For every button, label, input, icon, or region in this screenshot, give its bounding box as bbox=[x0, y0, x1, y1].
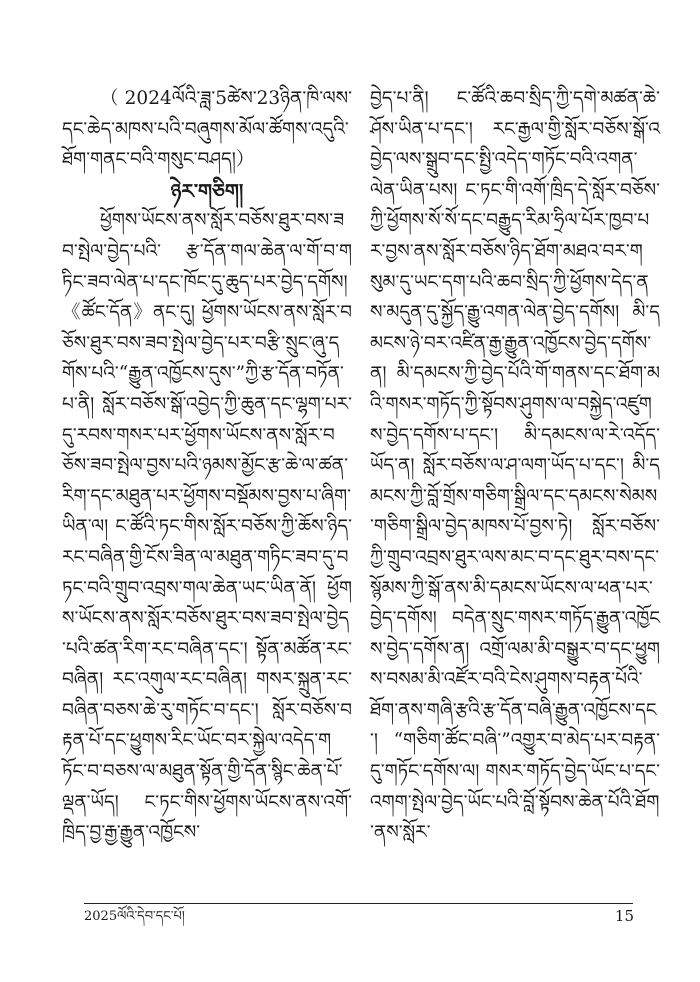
page-number: 15 bbox=[614, 907, 634, 925]
left-column bbox=[62, 84, 352, 849]
right-column bbox=[370, 84, 660, 849]
footer-source: 2025ལོའི་དེབ་དང་པོ། bbox=[84, 909, 185, 924]
right-body-paragraph: བྱེད་པ་ནི། ང་ཚོའི་ཆབ་སྲིད་ཀྱི་དགེ་མཚན་ཆེ་ཤོས་ཡིན་པ་དང་། རང་རྒྱལ་གྱི་སློར་བཅོས་སྒོ་འབྱེད་ལས་སྒྲུབ་དང་སྤྱི་འདེད་གཏོང་བའི་འགན་ལེན་ཡིན་པས། ང་ཏང་གི་འགོ་ཁྲིད་དེ་སློར་བཅོས་ཀྱི་ཕྱོགས་སོ་སོ་དང་བརྒྱུད་རིམ་ཧྲིལ་པོར་ཁྱབ་པར་བྱས་ནས་སློར་བཅོས་ཉིད་ཐོག་མཐའ་བར་གསུམ་དུ་ཡང་དག་པའི་ཆབ་སྲིད་ཀྱི་ཕྱོགས་དེད་ནས་མདུན་དུ་སྐྱོད་རྒྱུ་འགན་ལེན་བྱེད་དགོས། མི་དམངས་ཉེ་བར་འཛིན་རྒྱ་རྒྱུན་འཁྱོངས་བྱེད་དགོས་ན། མི་དམངས་ཀྱི་བྱེད་པོའི་གོ་གནས་དང་ཐོག་མའི་གསར་གཏོད་ཀྱི་སྟོབས་ཤུགས་ལ་བསྐྱེད་འཛུགས་བྱེད་དགོས་པ་དང་། མི་དམངས་ལ་རེ་འདོད་ཡོད་ན། སློར་བཅོས་ལ་ཤ་ལག་ཡོད་པ་དང་། མི་དམངས་ཀྱི་བློ་གྲོས་གཅིག་སྒྲིལ་དང་དམངས་སེམས་གཅིག་སྒྲིལ་བྱེད་མཁས་པོ་བྱས་ཏེ། སློར་བཅོས་ཀྱི་གྲུབ་འབྲས་ཐུར་ལས་མང་བ་དང་ཐུར་བས་དང་སྙོམས་ཀྱི་སྒོ་ནས་མི་དམངས་ཡོངས་ལ་ཕན་པར་བྱེད་དགོས། བདེན་སྲུང་གསར་གཏོད་རྒྱུན་འཁྱོངས་བྱེད་དགོས་ན། འགྲོ་ལམ་མི་བསྒྱུར་བ་དང་ཕྱུགས་བསམ་མི་འཛོར་བའི་ངེས་ཤུགས་བརྟན་པོའི་ཐོག་ནས་གཞི་རྩའི་རྩ་དོན་བཞི་རྒྱུན་འཁྱོངས་དང་། “གཅིག་ཚོང་བཞི་”འགྱུར་བ་མེད་པར་བརྟན་དུ་གཏོང་དགོས་ལ། གསར་གཏོད་བྱེད་ཡོང་པ་དང་འགག་སྤེལ་བྱེད་ཡོང་པའི་བློ་སྟོབས་ཆེན་པོའི་ཐོག་ནས་སློར་ bbox=[370, 88, 660, 844]
footer-rule bbox=[84, 903, 633, 904]
intro-note: （2024ལོའི་ཟླ་5ཚེས་23ཉིན་ཁི་ལས་དང་ཆེད་མཁས་པའི་བཞུགས་མོལ་ཚོགས་འདུའི་ཐོག་གནང་བའི་གསུང་བཤད།） bbox=[62, 88, 352, 171]
left-body-paragraph: ཕྱོགས་ཡོངས་ནས་སློར་བཅོས་ཐུར་བས་ཟབ་སྤེལ་བྱེད་པའི་ རྩ་དོན་གལ་ཆེན་ལ་གོ་བ་གཏིང་ཟབ་ལེན་པ་དང་ཁོང་དུ་ཆུད་པར་བྱེད་དགོས། 《ཚོང་དོན》ནང་དུ། ཕྱོགས་ཡོངས་ནས་སློར་བཅོས་ཐུར་བས་ཟབ་སྤེལ་བྱེད་པར་བརྩི་སྲུང་ཞུ་དགོས་པའི་“རྒྱུན་འཁྱོངས་དུས་”ཀྱི་རྩ་དོན་བཏོན་པ་ནི། སློར་བཅོས་སྒོ་འབྱེད་ཀྱི་ཆུན་དང་ལྷག་པར་དུ་རབས་གསར་པར་ཕྱོགས་ཡོངས་ནས་སློར་བཅོས་ཟབ་སྤེལ་བྱས་པའི་ཉམས་མྱོང་རྩ་ཆེ་ལ་ཚན་རིག་དང་མཐུན་པར་ཕྱོགས་བསྡོམས་བྱས་པ་ཞིག་ཡིན་ལ། ང་ཚོའི་ཏང་གིས་སློར་བཅོས་ཀྱི་ཆོས་ཉིད་རང་བཞིན་གྱི་ངོས་ཟིན་ལ་མཐུན་གཏིང་ཟབ་དུ་བཏང་བའི་གྲུབ་འབྲས་གལ་ཆེན་ཡང་ཡིན་ནོ། ཕྱོགས་ཡོངས་ནས་སློར་བཅོས་ཐུར་བས་ཟབ་སྤེལ་བྱེད་པའི་ཚན་རིག་རང་བཞིན་དང་། སྟོན་མཚོན་རང་བཞིན། རང་འགུལ་རང་བཞིན། གསར་སྐྲུན་རང་བཞིན་བཅས་ཆེ་རུ་གཏོང་བ་དང་། སློར་བཅོས་བརྟན་པོ་དང་ཕྱུགས་རིང་ཡོང་བར་སྐྱེལ་འདེད་གཏོང་བ་བཅས་ལ་མཐུན་སྟོན་གྱི་དོན་སྙིང་ཆེན་པོ་ལྡན་ཡོད། ང་ཏང་གིས་ཕྱོགས་ཡོངས་ནས་འགོ་ཁྲིད་བྱ་རྒྱ་རྒྱུན་འཁྱོངས་ bbox=[62, 210, 352, 844]
section-heading: ཉེར་གཅིག། bbox=[170, 178, 244, 203]
